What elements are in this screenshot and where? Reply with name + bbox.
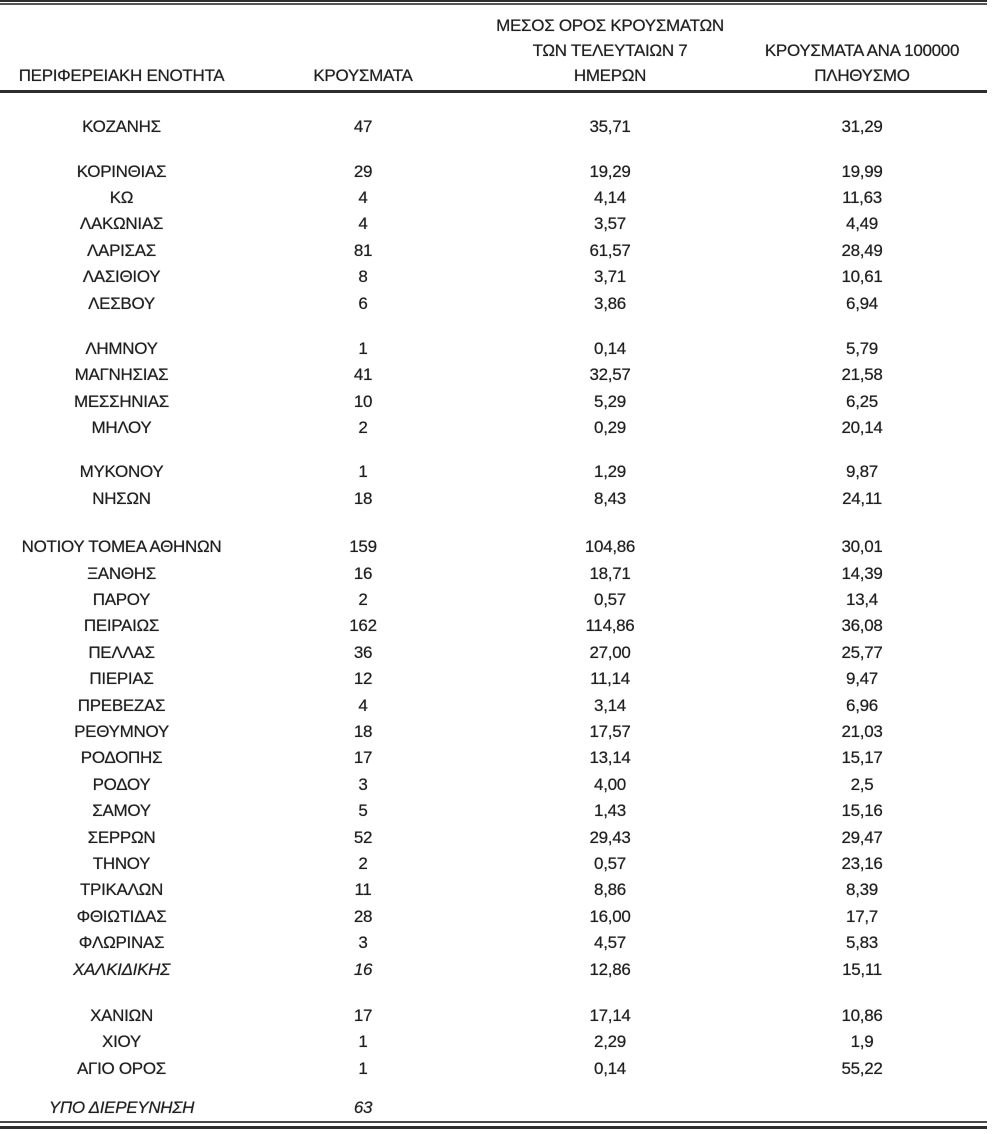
region-cell: ΥΠΟ ΔΙΕΡΕΥΝΗΣΗ — [48, 1098, 195, 1118]
avg7-cell: 8,86 — [594, 880, 626, 900]
table-row — [0, 290, 987, 316]
avg7-cell: 17,14 — [589, 1005, 631, 1025]
table-row — [0, 613, 987, 639]
region-cell: ΣΕΡΡΩΝ — [87, 827, 156, 847]
table-row — [0, 798, 987, 824]
row-group — [0, 336, 987, 442]
table-row — [0, 459, 987, 485]
avg7-cell: 16,00 — [589, 906, 631, 926]
cases-cell: 36 — [353, 642, 373, 662]
cases-cell: 10 — [353, 391, 373, 411]
table-row — [0, 560, 987, 586]
avg7-cell: 1,29 — [594, 462, 626, 482]
region-cell: ΜΑΓΝΗΣΙΑΣ — [74, 365, 169, 385]
avg7-cell: 0,57 — [594, 590, 626, 610]
avg7-cell: 5,29 — [594, 391, 626, 411]
table-row — [0, 877, 987, 903]
avg7-cell: 3,14 — [594, 695, 626, 715]
per100k-cell: 8,39 — [846, 880, 878, 900]
table-row — [0, 1056, 987, 1082]
avg7-cell: 3,57 — [594, 214, 626, 234]
cases-cell: 5 — [358, 801, 368, 821]
cases-cell: 63 — [353, 1098, 373, 1118]
region-cell: ΚΩ — [109, 187, 134, 207]
region-cell: ΜΕΣΣΗΝΙΑΣ — [74, 391, 169, 411]
table-row — [0, 719, 987, 745]
per100k-cell: 4,49 — [846, 214, 878, 234]
header-avg7 — [483, 13, 737, 88]
region-cell: ΛΑΚΩΝΙΑΣ — [79, 214, 164, 234]
table-bottom-rule — [0, 1121, 987, 1129]
cases-cell: 1 — [358, 338, 368, 358]
per100k-cell: 55,22 — [841, 1058, 883, 1078]
avg7-cell: 1,43 — [594, 801, 626, 821]
cases-cell: 81 — [353, 240, 373, 260]
per100k-cell: 28,49 — [841, 240, 883, 260]
cases-cell: 16 — [353, 959, 373, 979]
cases-cell: 18 — [353, 722, 373, 741]
table-row — [0, 389, 987, 415]
per100k-cell: 20,14 — [841, 418, 883, 438]
table-body — [0, 114, 987, 1121]
per100k-cell: 5,83 — [846, 933, 878, 953]
per100k-cell: 21,03 — [841, 722, 883, 741]
table-row — [0, 824, 987, 850]
avg7-cell: 3,86 — [594, 293, 626, 313]
table-row — [0, 486, 987, 512]
region-cell: ΧΙΟΥ — [102, 1032, 141, 1052]
cases-cell: 41 — [353, 365, 373, 385]
cases-cell: 12 — [353, 669, 373, 689]
per100k-cell: 5,79 — [846, 338, 878, 358]
avg7-cell: 61,57 — [589, 240, 631, 260]
region-cell: ΚΟΖΑΝΗΣ — [82, 117, 161, 137]
per100k-cell: 15,11 — [842, 959, 882, 979]
table-row — [0, 1095, 987, 1121]
cases-cell: 28 — [353, 906, 373, 926]
cases-cell: 11 — [354, 880, 372, 900]
table-row — [0, 336, 987, 362]
avg7-cell: 114,86 — [585, 616, 635, 636]
table-row — [0, 745, 987, 771]
region-cell: ΤΡΙΚΑΛΩΝ — [79, 880, 164, 900]
row-group — [0, 114, 987, 140]
header-per100k-line1: ΚΡΟΥΣΜΑΤΑ ΑΝΑ 100000 — [764, 41, 960, 60]
header-avg7-line1: ΜΕΣΟΣ ΟΡΟΣ ΚΡΟΥΣΜΑΤΩΝ — [496, 16, 724, 35]
table-row — [0, 158, 987, 184]
cases-cell: 8 — [358, 267, 368, 287]
per100k-cell: 10,61 — [841, 267, 883, 287]
cases-cell: 17 — [353, 748, 373, 768]
cases-cell: 4 — [358, 214, 368, 234]
cases-cell: 52 — [353, 827, 373, 847]
per100k-cell: 25,77 — [841, 642, 883, 662]
table-row — [0, 851, 987, 877]
avg7-cell: 35,71 — [589, 117, 631, 137]
cases-cell: 159 — [349, 537, 377, 557]
avg7-cell: 32,57 — [589, 365, 631, 385]
avg7-cell: 27,00 — [589, 642, 631, 662]
region-cell: ΤΗΝΟΥ — [92, 853, 151, 873]
table-row — [0, 772, 987, 798]
per100k-cell: 29,47 — [841, 827, 883, 847]
region-cell: ΧΑΝΙΩΝ — [90, 1005, 153, 1025]
region-cell: ΝΗΣΩΝ — [92, 488, 151, 508]
header-per100k-line2: ΠΛΗΘΥΣΜΟ — [814, 66, 910, 85]
per100k-cell: 6,25 — [846, 391, 878, 411]
avg7-cell: 12,86 — [589, 959, 631, 979]
per100k-cell: 13,4 — [846, 590, 878, 610]
region-cell: ΠΑΡΟΥ — [92, 590, 151, 610]
per100k-cell: 2,5 — [850, 774, 874, 794]
region-cell: ΡΟΔΟΠΗΣ — [80, 748, 163, 768]
table-row — [0, 264, 987, 290]
table-row — [0, 415, 987, 441]
avg7-cell: 0,14 — [594, 1058, 626, 1078]
region-cell: ΡΟΔΟΥ — [92, 774, 151, 794]
cases-cell: 47 — [353, 117, 373, 137]
cases-cell: 4 — [358, 187, 368, 207]
table-row — [0, 362, 987, 388]
per100k-cell: 11,63 — [842, 187, 882, 207]
header-avg7-line2: ΤΩΝ ΤΕΛΕΥΤΑΙΩΝ 7 — [532, 41, 688, 60]
row-group — [0, 1095, 987, 1121]
table-row — [0, 1003, 987, 1029]
table-row — [0, 587, 987, 613]
avg7-cell: 4,14 — [594, 187, 626, 207]
avg7-cell: 3,71 — [594, 267, 626, 287]
region-cell: ΝΟΤΙΟΥ ΤΟΜΕΑ ΑΘΗΝΩΝ — [21, 537, 222, 557]
per100k-cell: 9,87 — [846, 462, 878, 482]
cases-cell: 1 — [358, 1058, 368, 1078]
table-row — [0, 238, 987, 264]
cases-cell: 6 — [358, 293, 368, 313]
per100k-cell: 21,58 — [841, 365, 883, 385]
cases-cell: 4 — [358, 695, 368, 715]
cases-cell: 162 — [349, 616, 377, 636]
row-group — [0, 1003, 987, 1082]
table-row — [0, 1029, 987, 1055]
table-row — [0, 956, 987, 982]
per100k-cell: 24,11 — [842, 488, 882, 508]
region-cell: ΠΡΕΒΕΖΑΣ — [77, 695, 166, 715]
per100k-cell: 19,99 — [841, 161, 883, 181]
avg7-cell: 104,86 — [584, 537, 636, 557]
avg7-cell: 18,71 — [589, 563, 631, 583]
header-region-label: ΠΕΡΙΦΕΡΕΙΑΚΗ ΕΝΟΤΗΤΑ — [18, 66, 225, 85]
per100k-cell: 30,01 — [841, 537, 883, 557]
region-cell: ΡΕΘΥΜΝΟΥ — [74, 722, 169, 741]
cases-cell: 18 — [353, 488, 373, 508]
table-row — [0, 692, 987, 718]
header-cases — [243, 63, 483, 88]
table-row — [0, 534, 987, 560]
per100k-cell: 15,16 — [841, 801, 883, 821]
per100k-cell: 6,96 — [846, 695, 878, 715]
per100k-cell: 1,9 — [850, 1032, 874, 1052]
per100k-cell: 36,08 — [841, 616, 883, 636]
avg7-cell: 4,00 — [594, 774, 626, 794]
cases-cell: 2 — [358, 418, 368, 438]
avg7-cell: 8,43 — [594, 488, 626, 508]
avg7-cell: 0,29 — [594, 418, 626, 438]
cases-cell: 1 — [358, 462, 368, 482]
row-group — [0, 534, 987, 983]
region-cell: ΛΑΡΙΣΑΣ — [86, 240, 156, 260]
region-cell: ΜΥΚΟΝΟΥ — [79, 462, 164, 482]
region-cell: ΛΑΣΙΘΙΟΥ — [82, 267, 161, 287]
region-cell: ΑΓΙΟ ΟΡΟΣ — [77, 1058, 166, 1078]
per100k-cell: 10,86 — [841, 1005, 883, 1025]
region-cell: ΛΗΜΝΟΥ — [85, 338, 158, 358]
per100k-cell: 15,17 — [841, 748, 883, 768]
header-per100k — [737, 38, 987, 88]
region-cell: ΠΕΙΡΑΙΩΣ — [83, 616, 160, 636]
avg7-cell: 11,14 — [590, 669, 630, 689]
avg7-cell: 0,14 — [594, 338, 626, 358]
per100k-cell: 17,7 — [846, 906, 878, 926]
avg7-cell: 0,57 — [594, 853, 626, 873]
header-avg7-line3: ΗΜΕΡΩΝ — [573, 66, 647, 85]
region-cell: ΧΑΛΚΙΔΙΚΗΣ — [72, 959, 171, 979]
avg7-cell: 19,29 — [589, 161, 631, 181]
per100k-cell: 14,39 — [841, 563, 883, 583]
avg7-cell: 13,14 — [589, 748, 631, 768]
region-cell: ΜΗΛΟΥ — [91, 418, 152, 438]
cases-cell: 17 — [353, 1005, 373, 1025]
region-cell: ΣΑΜΟΥ — [92, 801, 151, 821]
avg7-cell: 29,43 — [589, 827, 631, 847]
region-cell: ΦΘΙΩΤΙΔΑΣ — [76, 906, 167, 926]
cases-cell: 29 — [353, 161, 373, 181]
table-row — [0, 930, 987, 956]
avg7-cell: 2,29 — [594, 1032, 626, 1052]
table-row — [0, 114, 987, 140]
avg7-cell: 17,57 — [589, 722, 631, 741]
table-row — [0, 185, 987, 211]
table-row — [0, 211, 987, 237]
row-group — [0, 459, 987, 512]
table-row — [0, 904, 987, 930]
region-cell: ΛΕΣΒΟΥ — [88, 293, 155, 313]
table-row — [0, 640, 987, 666]
region-cell: ΠΙΕΡΙΑΣ — [89, 669, 154, 689]
header-cases-label: ΚΡΟΥΣΜΑΤΑ — [313, 66, 413, 85]
per100k-cell: 31,29 — [841, 117, 883, 137]
cases-cell: 3 — [358, 933, 368, 953]
table-row — [0, 666, 987, 692]
cases-cell: 2 — [358, 853, 368, 873]
avg7-cell: 4,57 — [594, 933, 626, 953]
region-cell: ΚΟΡΙΝΘΙΑΣ — [76, 161, 167, 181]
cases-cell: 2 — [358, 590, 368, 610]
region-cell: ΠΕΛΛΑΣ — [88, 642, 155, 662]
table-header-row — [0, 5, 987, 93]
per100k-cell: 23,16 — [841, 853, 883, 873]
cases-cell: 1 — [358, 1032, 368, 1052]
cases-cell: 3 — [358, 774, 368, 794]
region-cell: ΦΛΩΡΙΝΑΣ — [78, 933, 165, 953]
row-group — [0, 158, 987, 316]
per100k-cell: 6,94 — [846, 293, 878, 313]
header-region — [0, 63, 243, 88]
region-cell: ΞΑΝΘΗΣ — [87, 563, 156, 583]
cases-cell: 16 — [353, 563, 373, 583]
per100k-cell: 9,47 — [846, 669, 878, 689]
